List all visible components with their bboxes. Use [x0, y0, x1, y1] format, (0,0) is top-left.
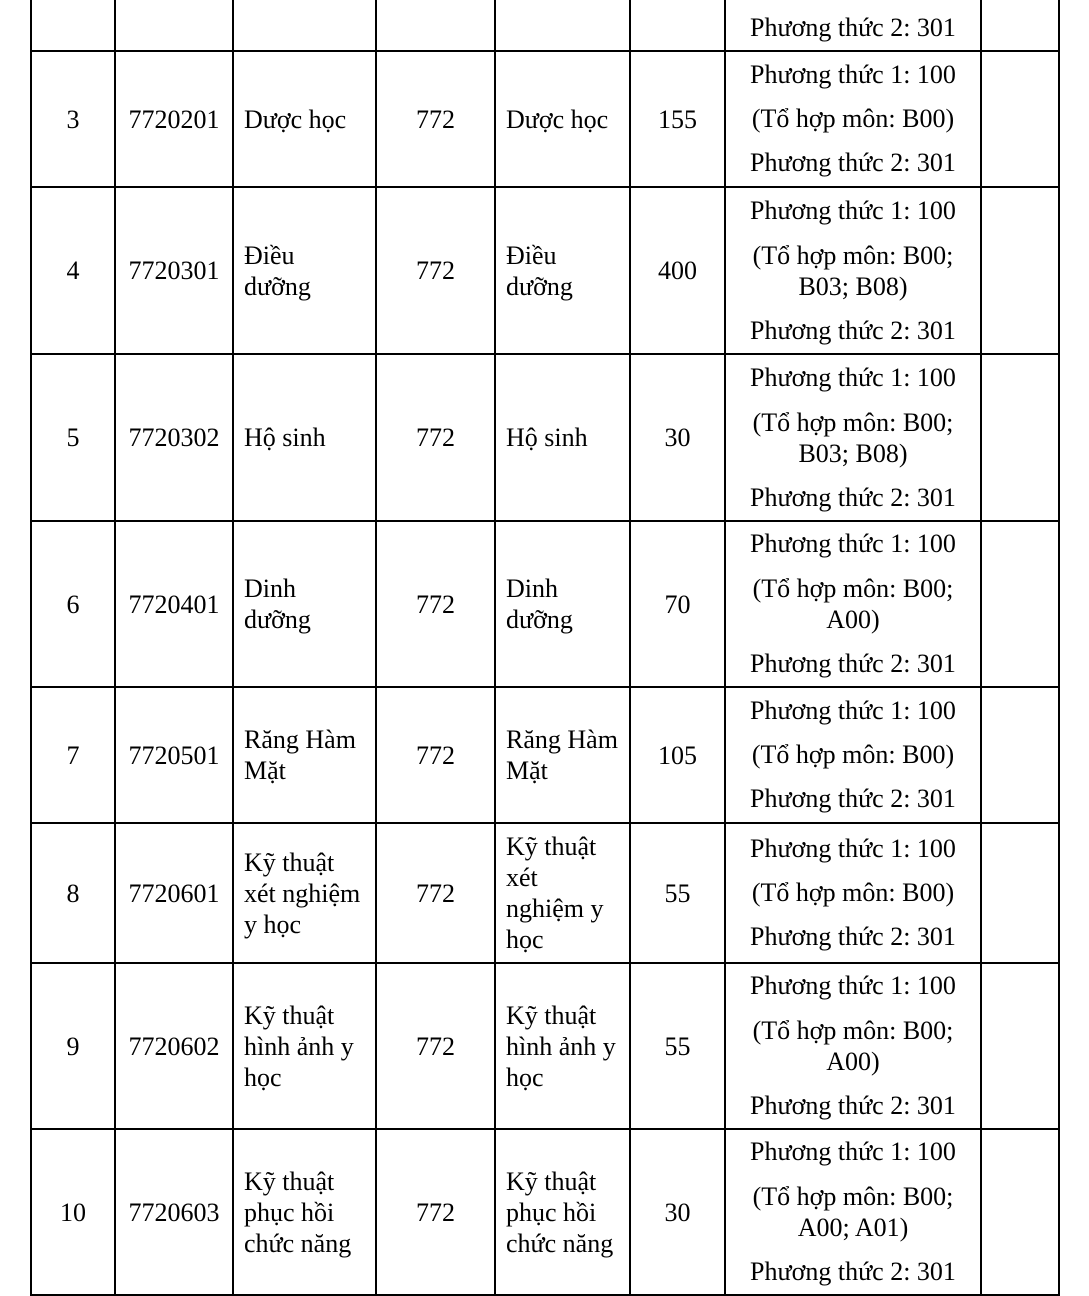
cell-note: [981, 354, 1059, 521]
cell-group-name: Điều dưỡng: [495, 187, 630, 354]
cell-code: 7720201: [115, 51, 233, 187]
cell-major: Hộ sinh: [233, 354, 376, 521]
table-row: [31, 687, 1059, 823]
cell-quota: 55: [630, 823, 725, 963]
method1-text: Phương thức 1: 100: [750, 1137, 956, 1166]
cell-group-name: Hộ sinh: [495, 354, 630, 521]
cell-code: 7720401: [115, 521, 233, 687]
cell-stt: [31, 0, 115, 51]
cell-code: 7720602: [115, 963, 233, 1129]
cell-note: [981, 1129, 1059, 1295]
cell-method: [725, 687, 981, 823]
cell-quota: 70: [630, 521, 725, 687]
cell-group-code: 772: [376, 1129, 495, 1295]
subjects-text: (Tổ hợp môn: B00; A00): [752, 574, 954, 634]
cell-quota: 400: [630, 187, 725, 354]
cell-major: Kỹ thuật xét nghiệm y học: [233, 823, 376, 963]
cell-note: [981, 187, 1059, 354]
method2-text: Phương thức 2: 301: [750, 148, 956, 177]
table-row: [31, 354, 1059, 521]
table-row: [31, 823, 1059, 963]
cell-stt: 10: [31, 1129, 115, 1295]
method1-text: Phương thức 1: 100: [750, 195, 956, 225]
subjects-text: (Tổ hợp môn: B00; B03; B08): [752, 407, 954, 468]
cell-major: Dinh dưỡng: [233, 521, 376, 687]
table-row: [31, 51, 1059, 187]
cell-group-code: 772: [376, 521, 495, 687]
cell-group-name: Kỹ thuật hình ảnh y học: [495, 963, 630, 1129]
cell-group-name: Kỹ thuật xét nghiệm y học: [495, 823, 630, 963]
cell-note: [981, 963, 1059, 1129]
cell-major: Răng Hàm Mặt: [233, 687, 376, 823]
method1-text: Phương thức 1: 100: [750, 696, 956, 725]
cell-note: [981, 687, 1059, 823]
method1-text: Phương thức 1: 100: [750, 834, 956, 863]
cell-group-name: [495, 0, 630, 51]
method1-text: Phương thức 1: 100: [750, 971, 956, 1000]
table-row-partial: [31, 0, 1059, 51]
cell-quota: 30: [630, 1129, 725, 1295]
cell-major: Điều dưỡng: [233, 187, 376, 354]
cell-quota: 30: [630, 354, 725, 521]
cell-method: [725, 963, 981, 1129]
cell-major: Dược học: [233, 51, 376, 187]
cell-note: [981, 0, 1059, 51]
method2-text: Phương thức 2: 301: [750, 1091, 956, 1120]
cell-note: [981, 521, 1059, 687]
table-row: [31, 963, 1059, 1129]
cell-code: [115, 0, 233, 51]
cell-method: [725, 521, 981, 687]
cell-stt: 3: [31, 51, 115, 187]
cell-group-code: 772: [376, 51, 495, 187]
cell-major: Kỹ thuật phục hồi chức năng: [233, 1129, 376, 1295]
cell-stt: 4: [31, 187, 115, 354]
subjects-text: (Tổ hợp môn: B00; B03; B08): [752, 240, 954, 301]
cell-method: [725, 0, 981, 51]
method1-text: Phương thức 1: 100: [750, 60, 956, 89]
cell-note: [981, 823, 1059, 963]
cell-group-name: Dinh dưỡng: [495, 521, 630, 687]
cell-stt: 8: [31, 823, 115, 963]
cell-code: 7720501: [115, 687, 233, 823]
cell-group-name: Dược học: [495, 51, 630, 187]
subjects-text: (Tổ hợp môn: B00; A00; A01): [752, 1182, 954, 1242]
cell-quota: 55: [630, 963, 725, 1129]
subjects-text: (Tổ hợp môn: B00): [751, 740, 955, 769]
cell-stt: 7: [31, 687, 115, 823]
cell-group-name: Kỹ thuật phục hồi chức năng: [495, 1129, 630, 1295]
subjects-text: (Tổ hợp môn: B00): [751, 104, 955, 133]
method2-text: Phương thức 2: 301: [750, 482, 956, 512]
table-row: [31, 521, 1059, 687]
cell-code: 7720302: [115, 354, 233, 521]
method1-text: Phương thức 1: 100: [750, 362, 956, 392]
cell-code: 7720601: [115, 823, 233, 963]
subjects-text: (Tổ hợp môn: B00): [751, 878, 955, 907]
cell-code: 7720301: [115, 187, 233, 354]
cell-group-code: 772: [376, 963, 495, 1129]
method2-text: Phương thức 2: 301: [750, 649, 956, 678]
method2-text: Phương thức 2: 301: [750, 784, 956, 813]
admission-table: [30, 0, 1060, 1296]
cell-group-code: 772: [376, 354, 495, 521]
method2-text: Phương thức 2: 301: [750, 1257, 956, 1286]
method2-text: Phương thức 2: 301: [750, 922, 956, 951]
cell-method: [725, 1129, 981, 1295]
cell-group-code: 772: [376, 187, 495, 354]
cell-quota: 155: [630, 51, 725, 187]
subjects-text: (Tổ hợp môn: B00; A00): [752, 1016, 954, 1076]
cell-stt: 5: [31, 354, 115, 521]
cell-method: [725, 187, 981, 354]
cell-code: 7720603: [115, 1129, 233, 1295]
cell-stt: 6: [31, 521, 115, 687]
table-row: [31, 1129, 1059, 1295]
cell-method: [725, 354, 981, 521]
cell-group-code: 772: [376, 687, 495, 823]
cell-major: [233, 0, 376, 51]
cell-note: [981, 51, 1059, 187]
cell-group-code: [376, 0, 495, 51]
table-row: [31, 187, 1059, 354]
cell-stt: 9: [31, 963, 115, 1129]
method1-text: Phương thức 1: 100: [750, 529, 956, 558]
cell-quota: 105: [630, 687, 725, 823]
method2-text: Phương thức 2: 301: [750, 13, 956, 42]
cell-method: [725, 823, 981, 963]
method2-text: Phương thức 2: 301: [750, 315, 956, 345]
cell-group-name: Răng Hàm Mặt: [495, 687, 630, 823]
cell-major: Kỹ thuật hình ảnh y học: [233, 963, 376, 1129]
cell-method: [725, 51, 981, 187]
cell-group-code: 772: [376, 823, 495, 963]
cell-quota: [630, 0, 725, 51]
